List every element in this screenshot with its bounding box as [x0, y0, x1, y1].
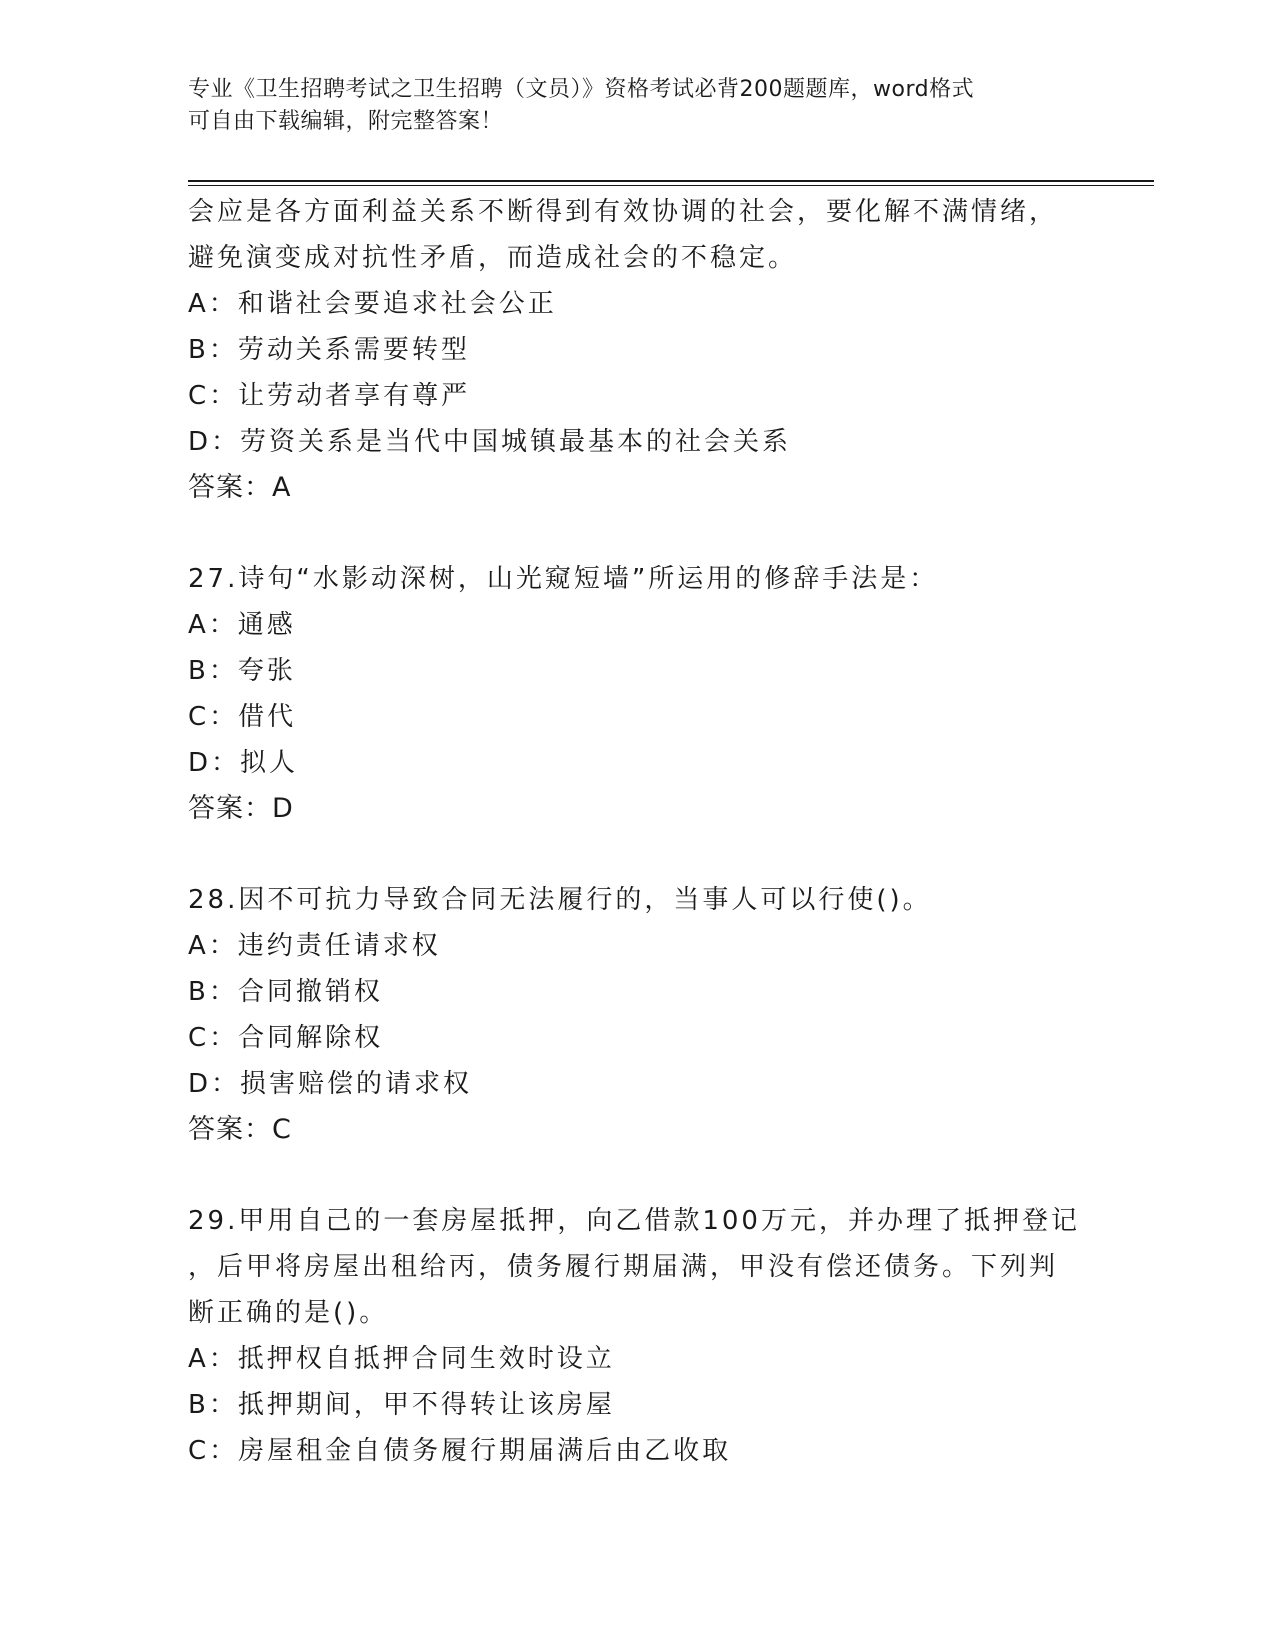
- option-d: D：损害赔偿的请求权: [188, 1069, 473, 1099]
- option-b: B：合同撤销权: [188, 977, 383, 1007]
- option-b: B：夸张: [188, 656, 296, 686]
- option-a: A：抵押权自抵押合同生效时设立: [188, 1344, 615, 1374]
- question-stem-line: 27.诗句“水影动深树，山光窥短墙”所运用的修辞手法是：: [188, 564, 939, 594]
- option-c: C：让劳动者享有尊严: [188, 381, 471, 411]
- question-26: [188, 189, 1088, 511]
- option-c: C：合同解除权: [188, 1023, 384, 1053]
- option-c: C：借代: [188, 702, 297, 732]
- option-d: D：拟人: [188, 748, 299, 778]
- question-stem-line: ，后甲将房屋出租给丙，债务履行期届满，甲没有偿还债务。下列判: [188, 1252, 1059, 1282]
- option-a: A：和谐社会要追求社会公正: [188, 289, 557, 319]
- question-29: [188, 1198, 1088, 1474]
- option-c: C：房屋租金自债务履行期届满后由乙收取: [188, 1436, 732, 1466]
- answer-line: 答案：C: [188, 1114, 292, 1145]
- spacer: [188, 832, 1088, 877]
- header-divider-thin: [188, 185, 1154, 186]
- question-27: [188, 556, 1088, 832]
- header-divider-thick: [188, 180, 1154, 182]
- header-title-line-1: 专业《卫生招聘考试之卫生招聘（文员）》资格考试必背200题题库，word格式: [188, 77, 975, 102]
- spacer: [188, 1153, 1088, 1198]
- answer-line: 答案：A: [188, 472, 292, 503]
- answer-line: 答案：D: [188, 793, 294, 824]
- option-d: D：劳资关系是当代中国城镇最基本的社会关系: [188, 427, 792, 457]
- spacer: [188, 511, 1088, 556]
- document-header: [188, 74, 1088, 138]
- option-b: B：抵押期间，甲不得转让该房屋: [188, 1390, 615, 1420]
- header-title-line-2: 可自由下载编辑，附完整答案！: [188, 109, 504, 134]
- question-list: [188, 189, 1088, 1474]
- question-28: [188, 877, 1088, 1153]
- question-stem-line: 29.甲用自己的一套房屋抵押，向乙借款100万元，并办理了抵押登记: [188, 1206, 1080, 1236]
- question-stem-line: 28.因不可抗力导致合同无法履行的，当事人可以行使()。: [188, 885, 932, 915]
- question-stem-line: 断正确的是()。: [188, 1298, 389, 1328]
- question-stem-line: 会应是各方面利益关系不断得到有效协调的社会，要化解不满情绪，: [188, 197, 1059, 227]
- question-stem-line: 避免演变成对抗性矛盾，而造成社会的不稳定。: [188, 243, 798, 273]
- option-b: B：劳动关系需要转型: [188, 335, 470, 365]
- option-a: A：通感: [188, 610, 296, 640]
- option-a: A：违约责任请求权: [188, 931, 441, 961]
